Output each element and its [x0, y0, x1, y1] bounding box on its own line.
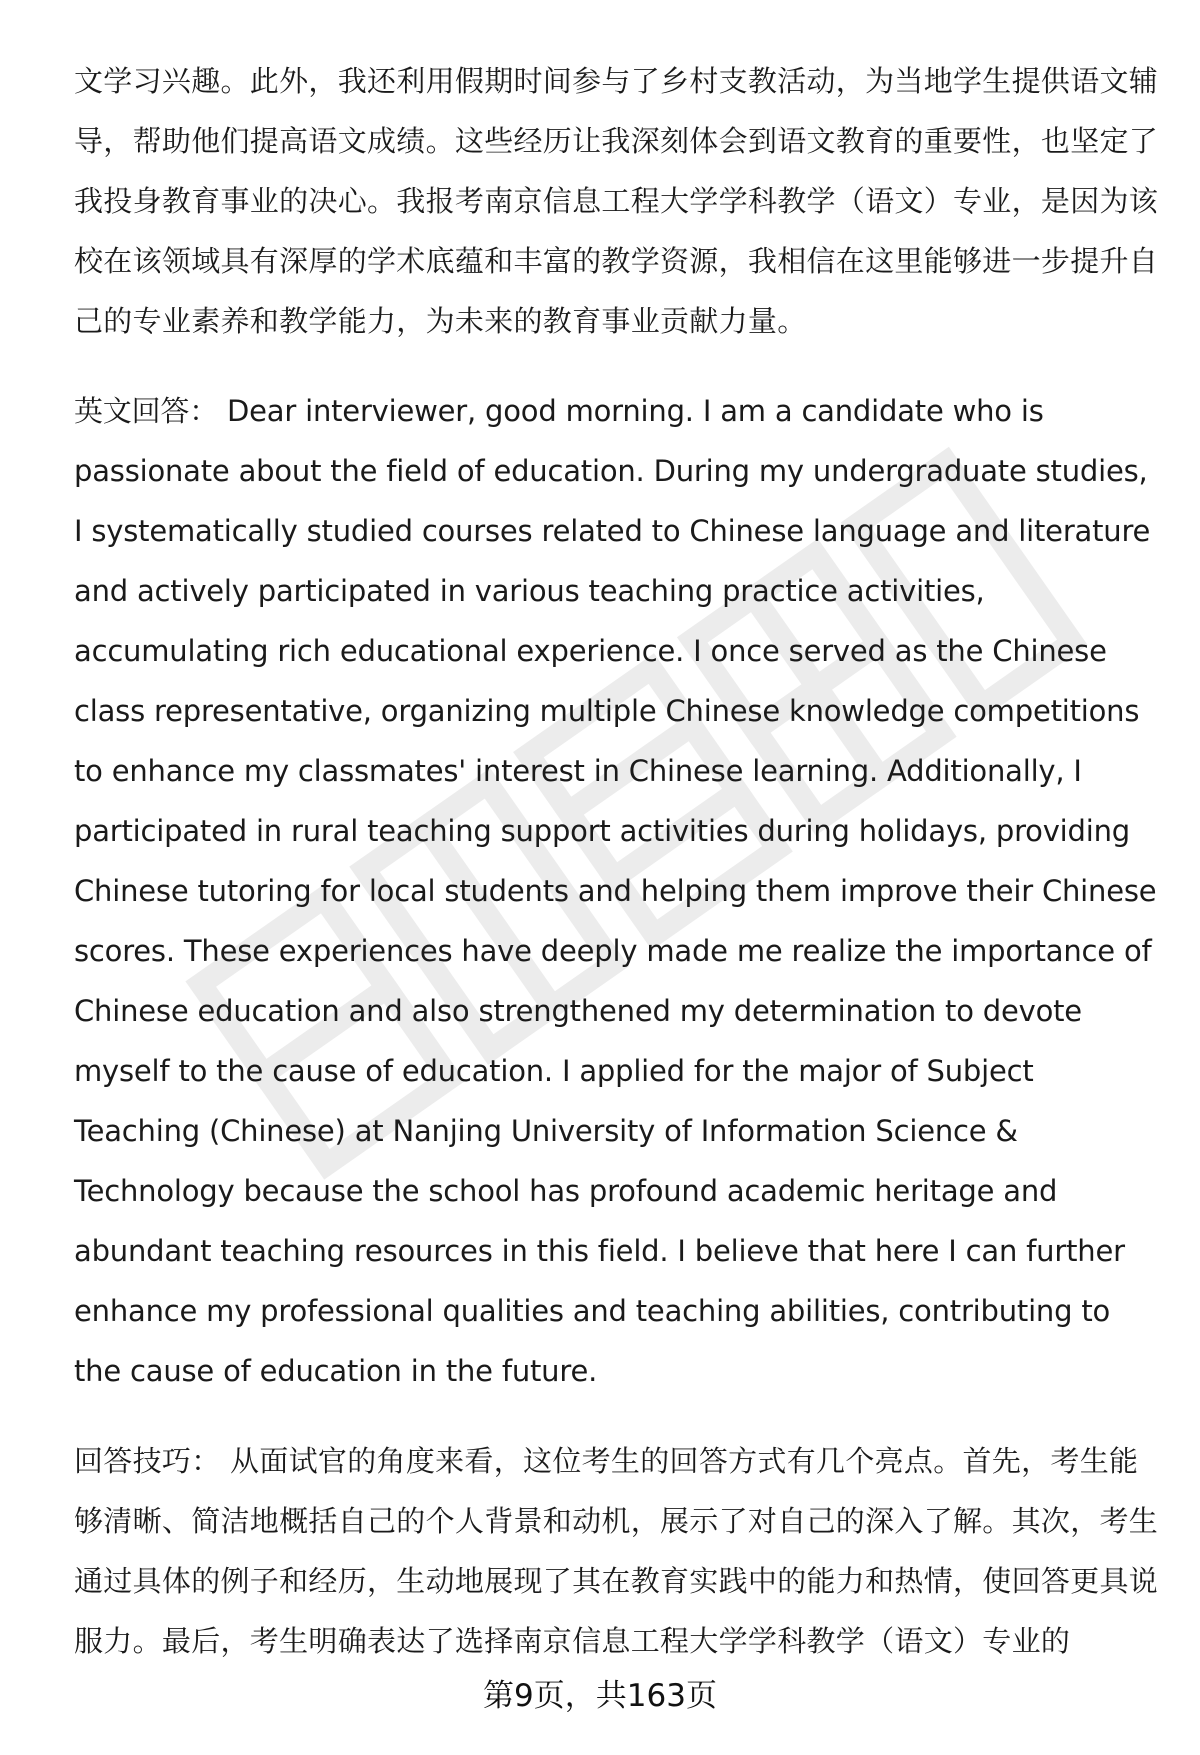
paragraph-chinese-answer-end: 文学习兴趣。此外，我还利用假期时间参与了乡村支教活动，为当地学生提供语文辅导，帮助他们提高语文成绩。这些经历让我深刻体会到语文教育的重要性，也坚定了我投身教育事业的决心。我报考南京信息工程大学学科教学（语文）专业，是因为该校在该领域具有深厚的学术底蕴和丰富的教学资源，我相信在这里能够进一步提升自己的专业素养和教学能力，为未来的教育事业贡献力量。 [74, 64, 1159, 338]
paragraph-answer-tips: 回答技巧： 从面试官的角度来看，这位考生的回答方式有几个亮点。首先，考生能够清晰、简洁地概括自己的个人背景和动机，展示了对自己的深入了解。其次，考生通过具体的例子和经历，生动地展现了其在教育实践中的能力和热情，使回答更具说服力。最后，考生明确表达了选择南京信息工程大学学科教学（语文）专业的 [74, 1444, 1159, 1658]
document-body [74, 51, 1164, 1671]
page-number-footer: 第9页，共163页 [483, 1678, 717, 1714]
paragraph-english-answer: 英文回答： Dear interviewer, good morning. I am a candidate who is passionate about the field of education. During my undergraduate studies, I systematically studied courses related to Chinese language and literature and actively participated in various teaching practice activities, accumulating rich educational experience. I once served as the Chinese class representative, organizing multiple Chinese knowledge competitions to enhance my classmates' interest in Chinese learning. Additionally, I participated in rural teaching support activities during holidays, providing Chinese tutoring for local students and helping them improve their Chinese scores. These experiences have deeply made me realize the importance of Chinese education and also strengthened my determination to devote myself to the cause of education. I applied for the major of Subject Teaching (Chinese) at Nanjing University of Information Science & Technology because the school has profound academic heritage and abundant teaching resources in this field. I believe that here I can further enhance my professional qualities and teaching abilities, contributing to the cause of education in the future. [74, 394, 1157, 1388]
